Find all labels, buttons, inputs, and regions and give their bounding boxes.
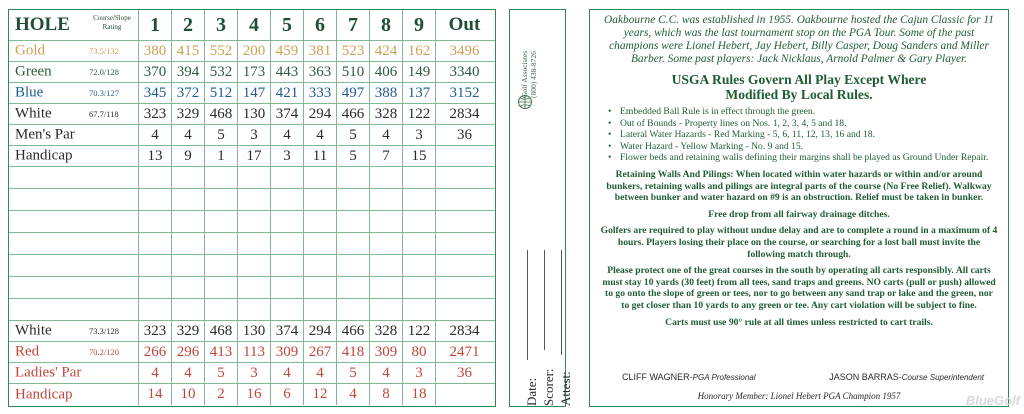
- score-cell[interactable]: [271, 299, 304, 320]
- score-cell[interactable]: [337, 299, 370, 320]
- score-cell[interactable]: [403, 255, 436, 276]
- hole-7-header: 7: [337, 10, 370, 40]
- hole-7-cell: 418: [337, 342, 370, 362]
- row-label-cell: [9, 62, 139, 82]
- hole-6-cell: 294: [304, 104, 337, 124]
- rule-item: • Flower beds and retaining walls defining their margins shall be played as Ground Under Repair.: [608, 152, 994, 164]
- out-total-cell: 2471: [449, 343, 480, 360]
- hole-1-cell: 380: [139, 41, 172, 61]
- rules-title-line-2: Modified By Local Rules.: [725, 87, 873, 102]
- score-cell[interactable]: [205, 233, 238, 254]
- out-total-cell: 2834: [449, 322, 480, 339]
- hole-3-cell: 2: [205, 384, 238, 405]
- pro-title: PGA Professional: [692, 373, 756, 382]
- out-score-cell[interactable]: [436, 211, 493, 232]
- hole-1-cell: 323: [139, 321, 172, 341]
- hole-2-cell: 10: [172, 384, 205, 405]
- hole-9-cell: 122: [403, 321, 436, 341]
- gold-row: [9, 41, 495, 62]
- hole-2-cell: 329: [172, 104, 205, 124]
- hole-2-cell: 4: [172, 125, 205, 145]
- hole-5-cell: 3: [271, 146, 304, 166]
- hole-7-cell: 466: [337, 104, 370, 124]
- hole-3-cell: 512: [205, 83, 238, 103]
- score-cell[interactable]: [403, 211, 436, 232]
- player-name-cell[interactable]: [9, 277, 139, 298]
- out-total-cell: 3152: [449, 84, 480, 101]
- hole-8-cell: 7: [370, 146, 403, 166]
- handicap-row: [9, 146, 495, 167]
- hole-1-cell: 14: [139, 384, 172, 405]
- superintendent-credit: [829, 372, 984, 382]
- score-cell[interactable]: [205, 167, 238, 188]
- hole-5-cell: 4: [271, 363, 304, 383]
- hole-2-cell: 329: [172, 321, 205, 341]
- attest-label: Attest:: [558, 371, 573, 406]
- hole-2-cell: 394: [172, 62, 205, 82]
- score-cell[interactable]: [403, 277, 436, 298]
- score-cell[interactable]: [139, 167, 172, 188]
- row-label-cell: [9, 342, 139, 362]
- score-cell[interactable]: [337, 167, 370, 188]
- row-label: Handicap: [15, 147, 73, 164]
- hole-6-cell: 4: [304, 125, 337, 145]
- hole-6-cell: 294: [304, 321, 337, 341]
- watermark: BlueGolf: [965, 393, 1020, 408]
- hole-1-cell: 370: [139, 62, 172, 82]
- white2-row: [9, 321, 495, 342]
- blank-score-row[interactable]: [9, 167, 495, 189]
- out-total-cell: [436, 146, 493, 166]
- score-cell[interactable]: [139, 277, 172, 298]
- hole-7-cell: 523: [337, 41, 370, 61]
- white-row: [9, 104, 495, 125]
- score-cell[interactable]: [403, 189, 436, 210]
- blank-score-row[interactable]: [9, 189, 495, 211]
- course-rating: 73.3/128: [89, 326, 119, 336]
- rule-item: • Lateral Water Hazards - Red Marking - 5, 6, 11, 12, 13, 16 and 18.: [608, 129, 994, 141]
- course-rating: 73.5/132: [89, 46, 119, 56]
- hcpred-row: [9, 384, 495, 405]
- course-history: Oakbourne C.C. was established in 1955. Oakbourne hosted the Cajun Classic for 11 years, which was the last tournament stop on the PGA Tour. Some of the past champions were Lionel Hebert, Jay Hebert, Billy Casper, Doug Sanders and Miller Barber. Some past players: Jack Nicklaus, Arnold Palmer & Gary Player.: [604, 14, 994, 65]
- score-cell[interactable]: [238, 277, 271, 298]
- rule-item: • Embedded Ball Rule is in effect through the green.: [608, 106, 994, 118]
- score-cell[interactable]: [337, 277, 370, 298]
- blank-score-row[interactable]: [9, 233, 495, 255]
- pro-name: CLIFF WAGNER-: [622, 372, 693, 382]
- score-cell[interactable]: [304, 277, 337, 298]
- hole-7-cell: 5: [337, 363, 370, 383]
- out-total-cell: 36: [457, 126, 472, 143]
- signature-strip: [509, 9, 573, 407]
- out-score-cell[interactable]: [436, 277, 493, 298]
- score-cell[interactable]: [139, 189, 172, 210]
- hole-3-cell: 468: [205, 104, 238, 124]
- hole-4-cell: 3: [238, 125, 271, 145]
- hole-5-header: 5: [271, 10, 304, 40]
- superintendent-title: Course Superintendent: [901, 373, 984, 382]
- hole-8-header: 8: [370, 10, 403, 40]
- score-cell[interactable]: [139, 211, 172, 232]
- hole-5-cell: 374: [271, 321, 304, 341]
- score-cell[interactable]: [205, 277, 238, 298]
- score-cell[interactable]: [271, 255, 304, 276]
- hole-6-header: 6: [304, 10, 337, 40]
- scorer-label: Scorer:: [541, 368, 556, 406]
- hole-8-cell: 328: [370, 321, 403, 341]
- score-cell[interactable]: [172, 233, 205, 254]
- score-cell[interactable]: [271, 189, 304, 210]
- score-cell[interactable]: [238, 189, 271, 210]
- superintendent-name: JASON BARRAS-: [829, 372, 902, 382]
- hole-5-cell: 443: [271, 62, 304, 82]
- course-rating: 72.0/128: [89, 67, 119, 77]
- score-cell[interactable]: [370, 167, 403, 188]
- hole-9-cell: 18: [403, 384, 436, 405]
- score-cell[interactable]: [304, 233, 337, 254]
- row-label-cell: [9, 83, 139, 103]
- hole-9-header: 9: [403, 10, 436, 40]
- header-row: [9, 10, 495, 41]
- course-slope-label: Course/Slope Rating: [93, 14, 131, 31]
- score-cell[interactable]: [139, 233, 172, 254]
- score-cell[interactable]: [238, 299, 271, 320]
- player-name-cell[interactable]: [9, 211, 139, 232]
- hole-9-cell: 122: [403, 104, 436, 124]
- retaining-walls-rule: Retaining Walls And Pilings: When located within water hazards or within and/or around bunkers, retaining walls and pilings are integral parts of the course (No Free Relief). Walkway between bunker and water hazard on #9 is an obstruction. Relief must be taken in bunker.: [606, 168, 992, 204]
- hole-header-cell: [9, 10, 139, 40]
- hole-7-cell: 5: [337, 125, 370, 145]
- player-name-cell[interactable]: [9, 255, 139, 276]
- row-label: Blue: [15, 84, 44, 101]
- row-label: Gold: [15, 42, 45, 59]
- score-cell[interactable]: [304, 167, 337, 188]
- hole-3-cell: 468: [205, 321, 238, 341]
- score-cell[interactable]: [370, 277, 403, 298]
- hole-1-cell: 323: [139, 104, 172, 124]
- score-cell[interactable]: [172, 189, 205, 210]
- score-cell[interactable]: [172, 211, 205, 232]
- hole-4-cell: 130: [238, 104, 271, 124]
- score-cell[interactable]: [205, 189, 238, 210]
- hole-5-cell: 374: [271, 104, 304, 124]
- hole-6-cell: 333: [304, 83, 337, 103]
- row-label-cell: [9, 146, 139, 166]
- hole-8-cell: 8: [370, 384, 403, 405]
- out-total-cell: [436, 384, 493, 405]
- course-rating: 70.2/120: [89, 347, 119, 357]
- local-rules-panel: [589, 9, 1009, 407]
- hole-8-cell: 328: [370, 104, 403, 124]
- score-cell[interactable]: [337, 233, 370, 254]
- hole-3-cell: 5: [205, 125, 238, 145]
- hole-7-cell: 5: [337, 146, 370, 166]
- score-cell[interactable]: [271, 277, 304, 298]
- hole-5-cell: 4: [271, 125, 304, 145]
- score-cell[interactable]: [238, 167, 271, 188]
- score-cell[interactable]: [370, 255, 403, 276]
- cart-90-rule: Carts must use 90° rule at all times unless restricted to cart trails.: [665, 316, 933, 328]
- hole-4-header: 4: [238, 10, 271, 40]
- player-name-cell[interactable]: [9, 299, 139, 320]
- blank-score-row[interactable]: [9, 277, 495, 299]
- hole-7-cell: 497: [337, 83, 370, 103]
- player-name-cell[interactable]: [9, 167, 139, 188]
- hole-4-cell: 113: [238, 342, 271, 362]
- hole-6-cell: 267: [304, 342, 337, 362]
- hole-6-cell: 381: [304, 41, 337, 61]
- hole-5-cell: 309: [271, 342, 304, 362]
- score-cell[interactable]: [304, 255, 337, 276]
- hole-6-cell: 12: [304, 384, 337, 405]
- hole-5-cell: 459: [271, 41, 304, 61]
- ladiespar-row: [9, 363, 495, 384]
- hole-4-cell: 147: [238, 83, 271, 103]
- row-label-cell: [9, 321, 139, 341]
- hole-9-cell: 149: [403, 62, 436, 82]
- score-cell[interactable]: [403, 167, 436, 188]
- course-rating: 70.3/127: [89, 88, 119, 98]
- hole-1-cell: 345: [139, 83, 172, 103]
- row-label: White: [15, 105, 52, 122]
- hole-1-header: 1: [139, 10, 172, 40]
- out-score-cell[interactable]: [436, 255, 493, 276]
- hole-1-cell: 266: [139, 342, 172, 362]
- rule-list: [608, 106, 994, 164]
- hole-label: HOLE: [15, 14, 70, 35]
- hole-3-cell: 532: [205, 62, 238, 82]
- row-label: Handicap: [15, 386, 73, 402]
- date-label: Date:: [524, 377, 539, 406]
- hole-4-cell: 173: [238, 62, 271, 82]
- score-cell[interactable]: [370, 299, 403, 320]
- hole-9-cell: 137: [403, 83, 436, 103]
- hole-8-cell: 309: [370, 342, 403, 362]
- hole-3-cell: 552: [205, 41, 238, 61]
- hole-8-cell: 424: [370, 41, 403, 61]
- hole-3-cell: 5: [205, 363, 238, 383]
- staff-line: [590, 372, 1008, 382]
- row-label-cell: [9, 384, 139, 405]
- score-cell[interactable]: [403, 299, 436, 320]
- hole-6-cell: 11: [304, 146, 337, 166]
- score-cell[interactable]: [370, 211, 403, 232]
- hole-6-cell: 363: [304, 62, 337, 82]
- cart-rule: Please protect one of the great courses in the south by operating all carts responsibly. All carts must stay 10 yards (30 feet) from all tees, sand traps and greens. NO carts (pull or push) allowed to go onto the slope of green or tees, nor to go between any sand trap or lake and the green, nor to get closer than 10 yards to any green or tee. Any cart violation will be subject to fine.: [602, 265, 996, 311]
- out-total-cell: 2834: [449, 105, 480, 122]
- hole-5-cell: 6: [271, 384, 304, 405]
- hole-4-cell: 3: [238, 363, 271, 383]
- score-cell[interactable]: [205, 255, 238, 276]
- score-cell[interactable]: [205, 299, 238, 320]
- hole-9-cell: 3: [403, 125, 436, 145]
- hole-2-cell: 415: [172, 41, 205, 61]
- hole-4-cell: 200: [238, 41, 271, 61]
- score-cell[interactable]: [238, 233, 271, 254]
- score-cell[interactable]: [172, 277, 205, 298]
- attest-line: [561, 250, 562, 355]
- score-cell[interactable]: [370, 189, 403, 210]
- score-cell[interactable]: [304, 189, 337, 210]
- hole-7-cell: 466: [337, 321, 370, 341]
- hole-3-header: 3: [205, 10, 238, 40]
- hole-8-cell: 4: [370, 363, 403, 383]
- row-label: Ladies' Par: [15, 364, 82, 381]
- score-cell[interactable]: [337, 255, 370, 276]
- out-total-cell: 3496: [449, 42, 480, 59]
- hole-8-cell: 406: [370, 62, 403, 82]
- hole-2-cell: 4: [172, 363, 205, 383]
- out-score-cell[interactable]: [436, 299, 493, 320]
- hole-2-header: 2: [172, 10, 205, 40]
- score-cell[interactable]: [205, 211, 238, 232]
- out-score-cell[interactable]: [436, 189, 493, 210]
- player-name-cell[interactable]: [9, 233, 139, 254]
- honorary-member: Honorary Member: Lionel Hebert PGA Champion 1957: [697, 391, 901, 401]
- row-label: Green: [15, 63, 52, 80]
- blank-score-row[interactable]: [9, 255, 495, 277]
- hole-4-cell: 17: [238, 146, 271, 166]
- hole-1-cell: 4: [139, 125, 172, 145]
- row-label: Men's Par: [15, 126, 75, 143]
- hole-9-cell: 162: [403, 41, 436, 61]
- hole-2-cell: 9: [172, 146, 205, 166]
- brand-text: [520, 51, 538, 98]
- blue-row: [9, 83, 495, 104]
- row-label-cell: [9, 125, 139, 145]
- rule-item: • Out of Bounds - Property lines on Nos. 1, 2, 3, 4, 5 and 18.: [608, 118, 994, 130]
- hole-7-cell: 4: [337, 384, 370, 405]
- score-cell[interactable]: [238, 255, 271, 276]
- date-line: [527, 250, 528, 360]
- score-cell[interactable]: [172, 167, 205, 188]
- hole-2-cell: 296: [172, 342, 205, 362]
- course-rating: 67.7/118: [89, 109, 119, 119]
- hole-9-cell: 80: [403, 342, 436, 362]
- hole-7-cell: 510: [337, 62, 370, 82]
- pro-credit: [622, 372, 756, 382]
- score-cell[interactable]: [271, 233, 304, 254]
- player-name-cell[interactable]: [9, 189, 139, 210]
- out-score-cell[interactable]: [436, 233, 493, 254]
- hole-4-cell: 16: [238, 384, 271, 405]
- hole-8-cell: 388: [370, 83, 403, 103]
- score-cell[interactable]: [271, 211, 304, 232]
- score-cell[interactable]: [139, 255, 172, 276]
- hole-6-cell: 4: [304, 363, 337, 383]
- score-cell[interactable]: [172, 299, 205, 320]
- brand-line-2: (800) 438-8726: [529, 51, 538, 98]
- score-cell[interactable]: [370, 233, 403, 254]
- hole-1-cell: 4: [139, 363, 172, 383]
- pace-of-play-rule: Golfers are required to play without undue delay and are to complete a round in a maximum of 4 hours. Players losing their place on the course, or searching for a lost ball must invite the following match through.: [600, 225, 998, 260]
- rules-title: [590, 72, 1008, 102]
- score-cell[interactable]: [337, 211, 370, 232]
- score-cell[interactable]: [139, 299, 172, 320]
- out-total-cell: 3340: [449, 63, 480, 80]
- score-cell[interactable]: [403, 233, 436, 254]
- blank-score-row[interactable]: [9, 299, 495, 321]
- red-row: [9, 342, 495, 363]
- row-label-cell: [9, 104, 139, 124]
- score-cell[interactable]: [337, 189, 370, 210]
- rule-item: • Water Hazard - Yellow Marking - No. 9 and 15.: [608, 141, 994, 153]
- green-row: [9, 62, 495, 83]
- blank-score-row[interactable]: [9, 211, 495, 233]
- hole-9-cell: 3: [403, 363, 436, 383]
- hole-2-cell: 372: [172, 83, 205, 103]
- row-label: White: [15, 322, 52, 339]
- menspar-row: [9, 125, 495, 146]
- out-total-cell: 36: [457, 364, 472, 381]
- row-label-cell: [9, 363, 139, 383]
- scorecard-grid: [8, 9, 496, 407]
- hole-5-cell: 421: [271, 83, 304, 103]
- score-cell[interactable]: [304, 299, 337, 320]
- row-label-cell: [9, 41, 139, 61]
- out-score-cell[interactable]: [436, 167, 493, 188]
- brand-line-1: Golf Associates: [520, 50, 529, 98]
- score-cell[interactable]: [238, 211, 271, 232]
- hole-9-cell: 15: [403, 146, 436, 166]
- row-label: Red: [15, 343, 40, 360]
- rules-title-line-1: USGA Rules Govern All Play Except Where: [671, 72, 927, 87]
- score-cell[interactable]: [271, 167, 304, 188]
- hole-3-cell: 1: [205, 146, 238, 166]
- out-header: Out: [448, 14, 481, 35]
- hole-3-cell: 413: [205, 342, 238, 362]
- hole-1-cell: 13: [139, 146, 172, 166]
- score-cell[interactable]: [172, 255, 205, 276]
- drainage-ditch-rule: Free drop from all fairway drainage ditches.: [708, 208, 890, 220]
- score-cell[interactable]: [304, 211, 337, 232]
- scorer-line: [544, 250, 545, 350]
- hole-4-cell: 130: [238, 321, 271, 341]
- hole-8-cell: 4: [370, 125, 403, 145]
